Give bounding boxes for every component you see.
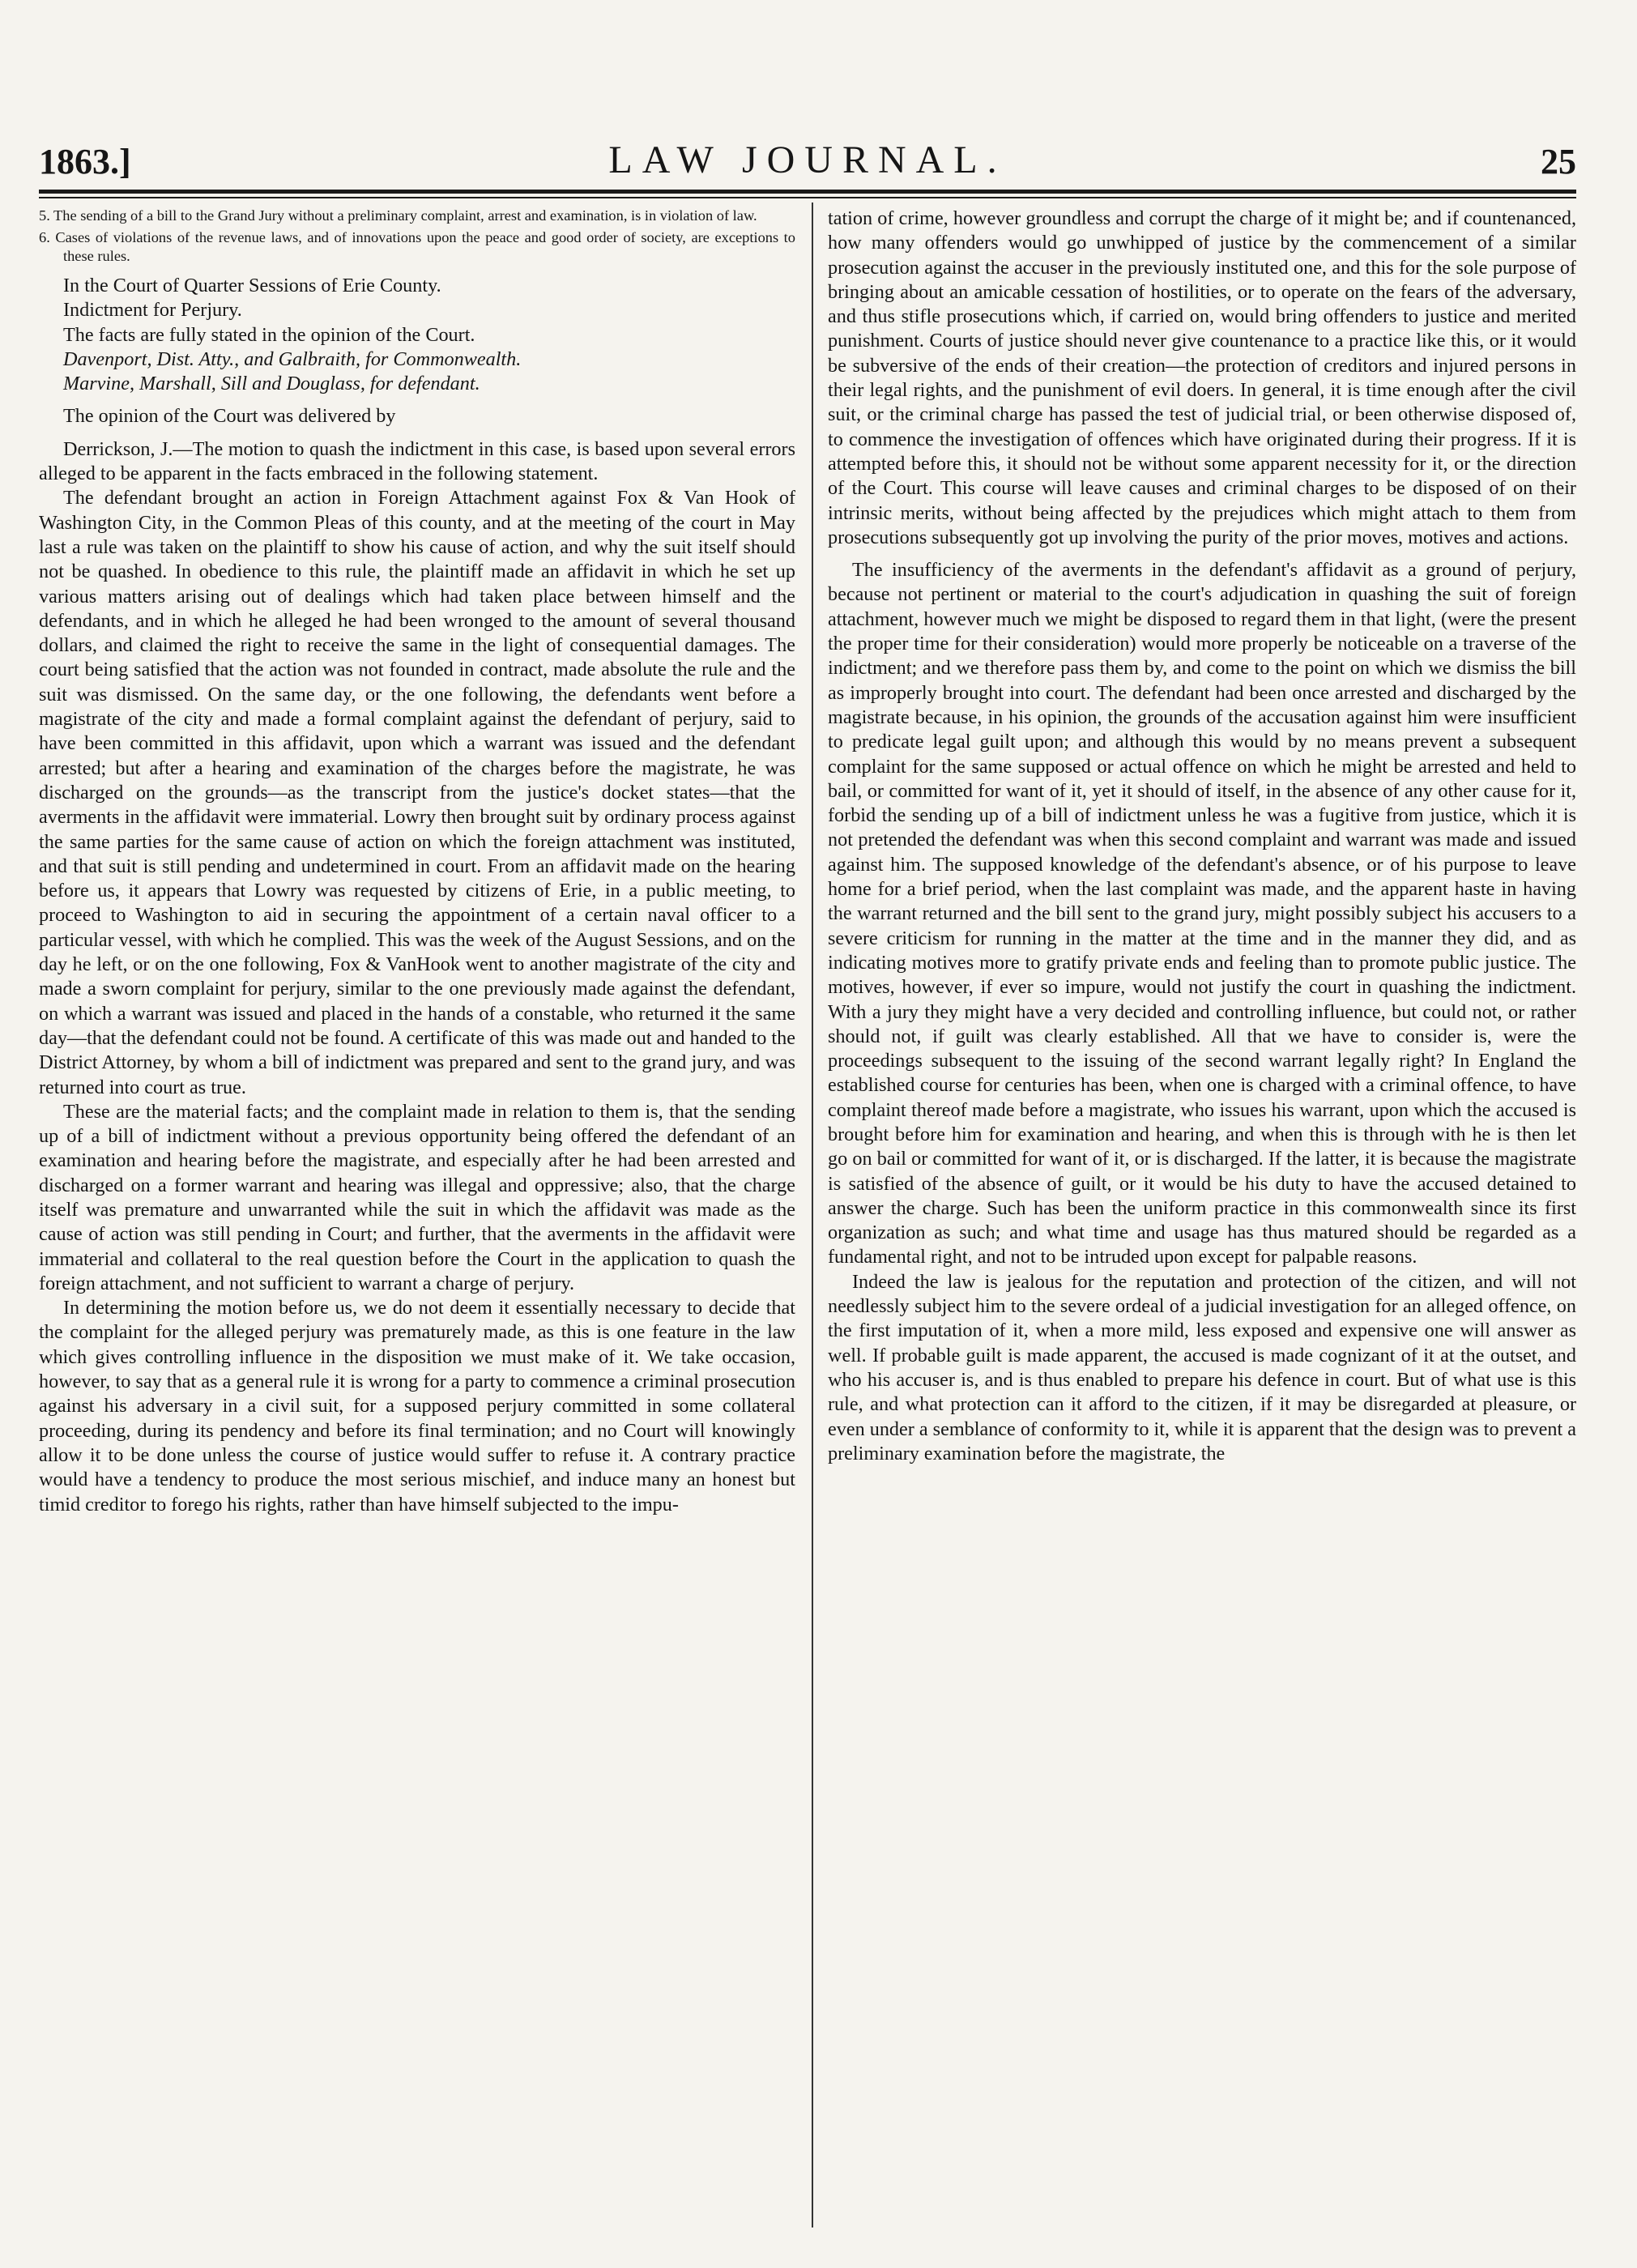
header-rule-thin bbox=[39, 197, 1576, 198]
opinion-paragraph: In determining the motion before us, we do not deem it essentially necessary to decide that the complaint for the alleged perjury was prematurely made, as this is one feature in the law which gives controlling influence in the disposition we must make of it. We take occasion, however, to say that as a general rule it is wrong for a party to commence a criminal prosecution against his adversary in a civil suit, for a supposed perjury committed in some collateral proceeding, during its pendency and before its final termination; and no Court will knowingly allow it to be done unless the course of justice would suffer to refuse it. A contrary practice would have a tendency to produce the most serious mischief, and induce many an honest but timid creditor to forego his rights, rather than have himself subjected to the impu- bbox=[39, 1297, 795, 1516]
opinion-paragraph: These are the material facts; and the complaint made in relation to them is, that the sending up of a bill of indictment without a previous opportunity being offered the defendant of an examination and hearing before the magistrate, and especially after he had been arrested and discharged on a former warrant and hearing was illegal and oppressive; also, that the charge itself was premature and unwarranted while the suit in which the affidavit was made as the cause of action was still pending in Court; and further, that the averments in the affidavit were immaterial and collateral to the real question before the Court in the application to quash the foreign attachment, and not sufficient to warrant a charge of perjury. bbox=[39, 1100, 795, 1294]
header-rule-thick bbox=[39, 190, 1576, 194]
counsel-commonwealth: Davenport, Dist. Atty., and Galbraith, for Commonwealth. bbox=[63, 347, 522, 370]
syllabus-item: 6. Cases of violations of the revenue laws, and of innovations upon the peace and good order of society, are exceptions to these rules. bbox=[39, 229, 795, 264]
opinion-paragraph: Indeed the law is jealous for the reputation and protection of the citizen, and will not needlessly subject him to the severe ordeal of a judicial investigation for an alleged offence, on the first imputation of it, when a more mild, less exposed and expensive one will answer as well. If probable guilt is made apparent, the accused is made cognizant of it at the outset, and who his accuser is, and is thus enabled to prepare his defence in court. But of what use is this rule, and what protection can it afford to the citizen, if it may be disregarded at pleasure, or even under a semblance of conformity to it, while it is apparent that the design was to prevent a preliminary examination before the magistrate, the bbox=[828, 1270, 1576, 1464]
column-divider bbox=[812, 202, 813, 2228]
page-number: 25 bbox=[1541, 142, 1576, 181]
indictment-type: Indictment for Perjury. bbox=[63, 299, 242, 322]
opinion-paragraph: The insufficiency of the averments in the defendant's affidavit as a ground of perjury, because not pertinent or material to the court's adjudication in quashing the suit of foreign attachment, however much we might be disposed to regard them in that light, (were the present the proper time for their consideration) would more properly be noticeable on a traverse of the indictment; and we therefore pass them by, and come to the point on which we dismiss the bill as improperly brought into court. The defendant had been once arrested and discharged by the magistrate because, in his opinion, the grounds of the accusation against him were insufficient to predicate legal guilt upon; and although this would by no means prevent a subsequent complaint for the same supposed or actual offence on which he might be arrested and held to bail, or committed for want of it, yet it should of itself, in the absence of any other cause for it, forbid the sending up of a bill of indictment unless he was a fugitive from justice, which it is not pretended the defendant was when this second complaint and warrant was made and issued against him. The supposed knowledge of the defendant's absence, or of his purpose to leave home for a brief period, when the last complaint was made, and the apparent haste in having the warrant returned and the bill sent to the grand jury, might possibly subject his accusers to a severe criticism for running in the matter at the time and in the manner they did, and as indicating motives more to gratify private ends and feeling than to promote public justice. The motives, however, if ever so impure, would not justify the court in quashing the indictment. With a jury they might have a very decided and controlling influence, but could not, or rather should not, if guilt was clearly established. All that we have to consider is, were the proceedings subsequent to the issuing of the second warrant legally right? In England the established course for centuries has been, when one is charged with a criminal offence, to have complaint thereof made before a magistrate, who issues his warrant, upon which the accused is brought before him for examination and hearing, and when this is through with he is then let go on bail or committed for want of it, or is discharged. If the latter, it is because the magistrate is satisfied of the absence of guilt, or it would be his duty to have the accused detained to answer the charge. Such has been the uniform practice in this commonwealth since its first organization as such; and what time and usage has thus matured should be regarded as a fundamental right, and not to be intruded upon except for palpable reasons. bbox=[828, 559, 1576, 1268]
left-column bbox=[39, 207, 795, 2228]
journal-title: LAW JOURNAL. bbox=[608, 139, 1007, 181]
opinion-paragraph: tation of crime, however groundless and corrupt the charge of it might be; and if countenanced, how many offenders would go unwhipped of justice by the commencement of a similar prosecution against the accuser in the previously instituted one, and this for the sole purpose of bringing about an amicable cessation of hostilities, or to operate on the fears of the adversary, and thus stifle prosecutions which, if carried on, would bring offenders to justice and merited punishment. Courts of justice should never give countenance to a practice like this, or it would be subversive of the ends of their creation—the protection of creditors and injured persons in their legal rights, and the punishment of evil doers. In general, it is time enough after the civil suit, or the criminal charge has passed the test of judicial trial, or been otherwise disposed of, to commence the investigation of offences which have originated during their progress. If it is attempted before this, it should not be without some apparent necessity for it, or the direction of the Court. This course will leave causes and criminal charges to be disposed of on their intrinsic merits, without being affected by the prejudices which might attach to them from prosecutions subsequently got up involving the purity of the prior moves, motives and actions. bbox=[828, 207, 1576, 548]
counsel-defendant: Marvine, Marshall, Sill and Douglass, for defendant. bbox=[63, 373, 480, 395]
facts-note: The facts are fully stated in the opinion of the Court. bbox=[63, 323, 475, 346]
opinion-paragraph: Derrickson, J.—The motion to quash the indictment in this case, is based upon several errors alleged to be apparent in the facts embraced in the following statement. bbox=[39, 437, 795, 485]
opinion-paragraph: The defendant brought an action in Foreign Attachment against Fox & Van Hook of Washington City, in the Common Pleas of this county, and at the meeting of the court in May last a rule was taken on the plaintiff to show his cause of action, and why the suit itself should not be quashed. In obedience to this rule, the plaintiff made an affidavit in which he set up various matters arising out of dealings which had taken place between himself and the defendants, and in which he alleged he had been wronged to the amount of several thousand dollars, and claimed the right to receive the same in the light of consequential damages. The court being satisfied that the action was not founded in contract, made absolute the rule and the suit was dismissed. On the same day, or the one following, the defendants went before a magistrate of the city and made a formal complaint against the defendant of perjury, said to have been committed in this affidavit, upon which a warrant was issued and the defendant arrested; but after a hearing and examination of the charges before the magistrate, he was discharged on the grounds—as the transcript from the justice's docket states—that the averments in the affidavit were immaterial. Lowry then brought suit by ordinary process against the same parties for the same cause of action on which the foreign attachment was instituted, and that suit is still pending and undetermined in court. From an affidavit made on the hearing before us, it appears that Lowry was requested by citizens of Erie, in a public meeting, to proceed to Washington to aid in securing the appointment of a certain naval officer to a particular vessel, with which he complied. This was the week of the August Sessions, and on the day he left, or on the one following, Fox & VanHook went to another magistrate of the city and made a sworn complaint for perjury, similar to the one previously made against the defendant, on which a warrant was issued and placed in the hands of a constable, who returned it the same day—that the defendant could not be found. A certificate of this was made out and handed to the District Attorney, by whom a bill of indictment was prepared and sent to the grand jury, and was returned into court as true. bbox=[39, 487, 795, 1098]
right-column bbox=[828, 207, 1576, 2228]
opinion-intro: The opinion of the Court was delivered by bbox=[63, 405, 396, 428]
court-name: In the Court of Quarter Sessions of Erie County. bbox=[63, 275, 441, 296]
syllabus-item: 5. The sending of a bill to the Grand Jury without a preliminary complaint, arrest and examination, is in violation of law. bbox=[39, 207, 757, 224]
header-year: 1863.] bbox=[39, 142, 131, 181]
page-header bbox=[39, 136, 1576, 188]
